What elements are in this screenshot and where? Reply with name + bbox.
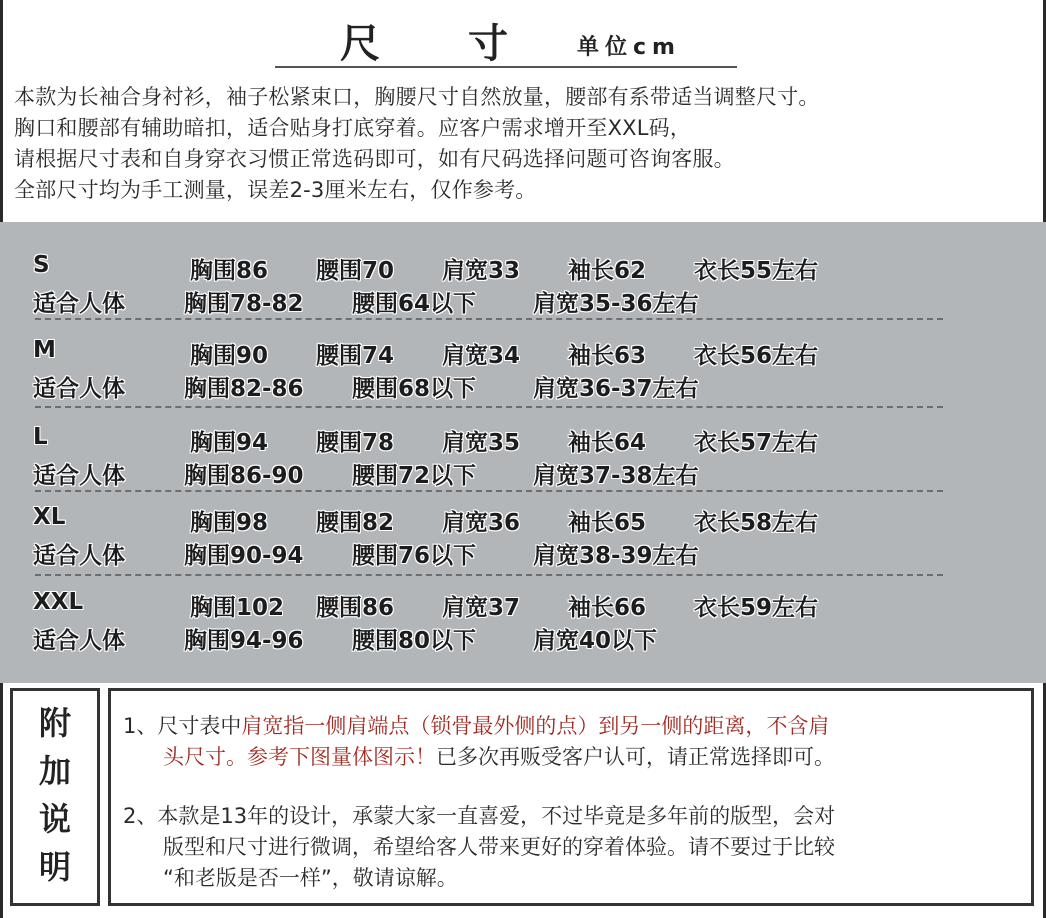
fit-chest: 胸围94-96	[184, 628, 304, 654]
fit-chest: 胸围90-94	[184, 543, 304, 569]
shoulder-value: 肩宽36	[442, 510, 521, 536]
side-title-char: 说	[38, 800, 71, 838]
size-row	[0, 589, 1046, 623]
notes-side-title	[10, 688, 100, 906]
shoulder-value: 肩宽35	[442, 430, 521, 456]
notes-box	[108, 688, 1034, 906]
size-label: XXL	[33, 589, 84, 615]
row-divider	[35, 574, 943, 576]
fit-shoulder: 肩宽36-37左右	[533, 376, 699, 402]
chest-value: 胸围98	[190, 510, 269, 536]
page-title	[340, 12, 508, 69]
title-char-2: 寸	[468, 21, 508, 67]
note-2-line: 2、本款是13年的设计，承蒙大家一直喜爱，不过毕竟是多年前的版型，会对	[123, 804, 836, 828]
size-table	[0, 222, 1046, 683]
fit-chest: 胸围78-82	[184, 291, 304, 317]
size-row	[0, 252, 1046, 286]
fit-label: 适合人体	[33, 376, 125, 402]
length-value: 衣长57左右	[694, 430, 819, 456]
fit-shoulder: 肩宽38-39左右	[533, 543, 699, 569]
page-header	[275, 10, 737, 68]
note-1-prefix: 1、尺寸表中	[123, 714, 242, 738]
chest-value: 胸围94	[190, 430, 269, 456]
size-row	[0, 424, 1046, 458]
intro-line: 请根据尺寸表和自身穿衣习惯正常选码即可，如有尺码选择问题可咨询客服。	[14, 147, 735, 171]
unit-label: 单位cm	[577, 35, 681, 60]
fit-chest: 胸围82-86	[184, 376, 304, 402]
shoulder-value: 肩宽33	[442, 258, 521, 284]
fit-waist: 腰围72以下	[352, 463, 477, 489]
fit-shoulder: 肩宽37-38左右	[533, 463, 699, 489]
fit-chest: 胸围86-90	[184, 463, 304, 489]
fit-shoulder: 肩宽40以下	[533, 628, 658, 654]
note-1	[123, 711, 835, 773]
side-title-char: 附	[38, 704, 71, 742]
fit-waist: 腰围68以下	[352, 376, 477, 402]
side-title-char: 加	[38, 752, 71, 790]
row-divider	[35, 318, 943, 320]
fit-waist: 腰围64以下	[352, 291, 477, 317]
size-label: M	[33, 337, 56, 363]
note-2-line: “和老版是否一样”，敬请谅解。	[163, 866, 458, 890]
intro-text	[14, 82, 1034, 206]
shoulder-value: 肩宽34	[442, 343, 521, 369]
fit-row	[0, 457, 1046, 491]
sleeve-value: 袖长63	[568, 343, 647, 369]
waist-value: 腰围86	[316, 595, 395, 621]
row-divider	[35, 406, 943, 408]
length-value: 衣长56左右	[694, 343, 819, 369]
waist-value: 腰围74	[316, 343, 395, 369]
size-row	[0, 504, 1046, 538]
waist-value: 腰围82	[316, 510, 395, 536]
size-label: L	[33, 424, 48, 450]
fit-label: 适合人体	[33, 463, 125, 489]
fit-shoulder: 肩宽35-36左右	[533, 291, 699, 317]
fit-row	[0, 622, 1046, 656]
sleeve-value: 袖长62	[568, 258, 647, 284]
chest-value: 胸围90	[190, 343, 269, 369]
fit-waist: 腰围76以下	[352, 543, 477, 569]
intro-line: 胸口和腰部有辅助暗扣，适合贴身打底穿着。应客户需求增开至XXL码，	[14, 116, 692, 140]
intro-line: 全部尺寸均为手工测量，误差2-3厘米左右，仅作参考。	[14, 178, 537, 202]
shoulder-value: 肩宽37	[442, 595, 521, 621]
length-value: 衣长55左右	[694, 258, 819, 284]
sleeve-value: 袖长65	[568, 510, 647, 536]
side-title-char: 明	[38, 848, 71, 886]
length-value: 衣长58左右	[694, 510, 819, 536]
size-label: S	[33, 252, 50, 278]
note-2	[123, 801, 835, 894]
chest-value: 胸围102	[190, 595, 285, 621]
waist-value: 腰围70	[316, 258, 395, 284]
row-divider	[35, 490, 943, 492]
waist-value: 腰围78	[316, 430, 395, 456]
fit-label: 适合人体	[33, 628, 125, 654]
note-2-line: 版型和尺寸进行微调，希望给客人带来更好的穿着体验。请不要过于比较	[163, 835, 835, 859]
size-row	[0, 337, 1046, 371]
fit-label: 适合人体	[33, 291, 125, 317]
fit-row	[0, 370, 1046, 404]
length-value: 衣长59左右	[694, 595, 819, 621]
note-1-rest: 已多次再贩受客户认可，请正常选择即可。	[436, 745, 835, 769]
fit-row	[0, 285, 1046, 319]
sleeve-value: 袖长66	[568, 595, 647, 621]
fit-waist: 腰围80以下	[352, 628, 477, 654]
note-1-highlight-a: 肩宽指一侧肩端点（锁骨最外侧的点）到另一侧的距离，不含肩	[241, 714, 830, 738]
chest-value: 胸围86	[190, 258, 269, 284]
size-label: XL	[33, 504, 66, 530]
fit-label: 适合人体	[33, 543, 125, 569]
note-1-highlight-b: 头尺寸。参考下图量体图示！	[163, 745, 436, 769]
title-char-1: 尺	[340, 21, 380, 67]
fit-row	[0, 537, 1046, 571]
intro-line: 本款为长袖合身衬衫，袖子松紧束口，胸腰尺寸自然放量，腰部有系带适当调整尺寸。	[14, 85, 820, 109]
sleeve-value: 袖长64	[568, 430, 647, 456]
